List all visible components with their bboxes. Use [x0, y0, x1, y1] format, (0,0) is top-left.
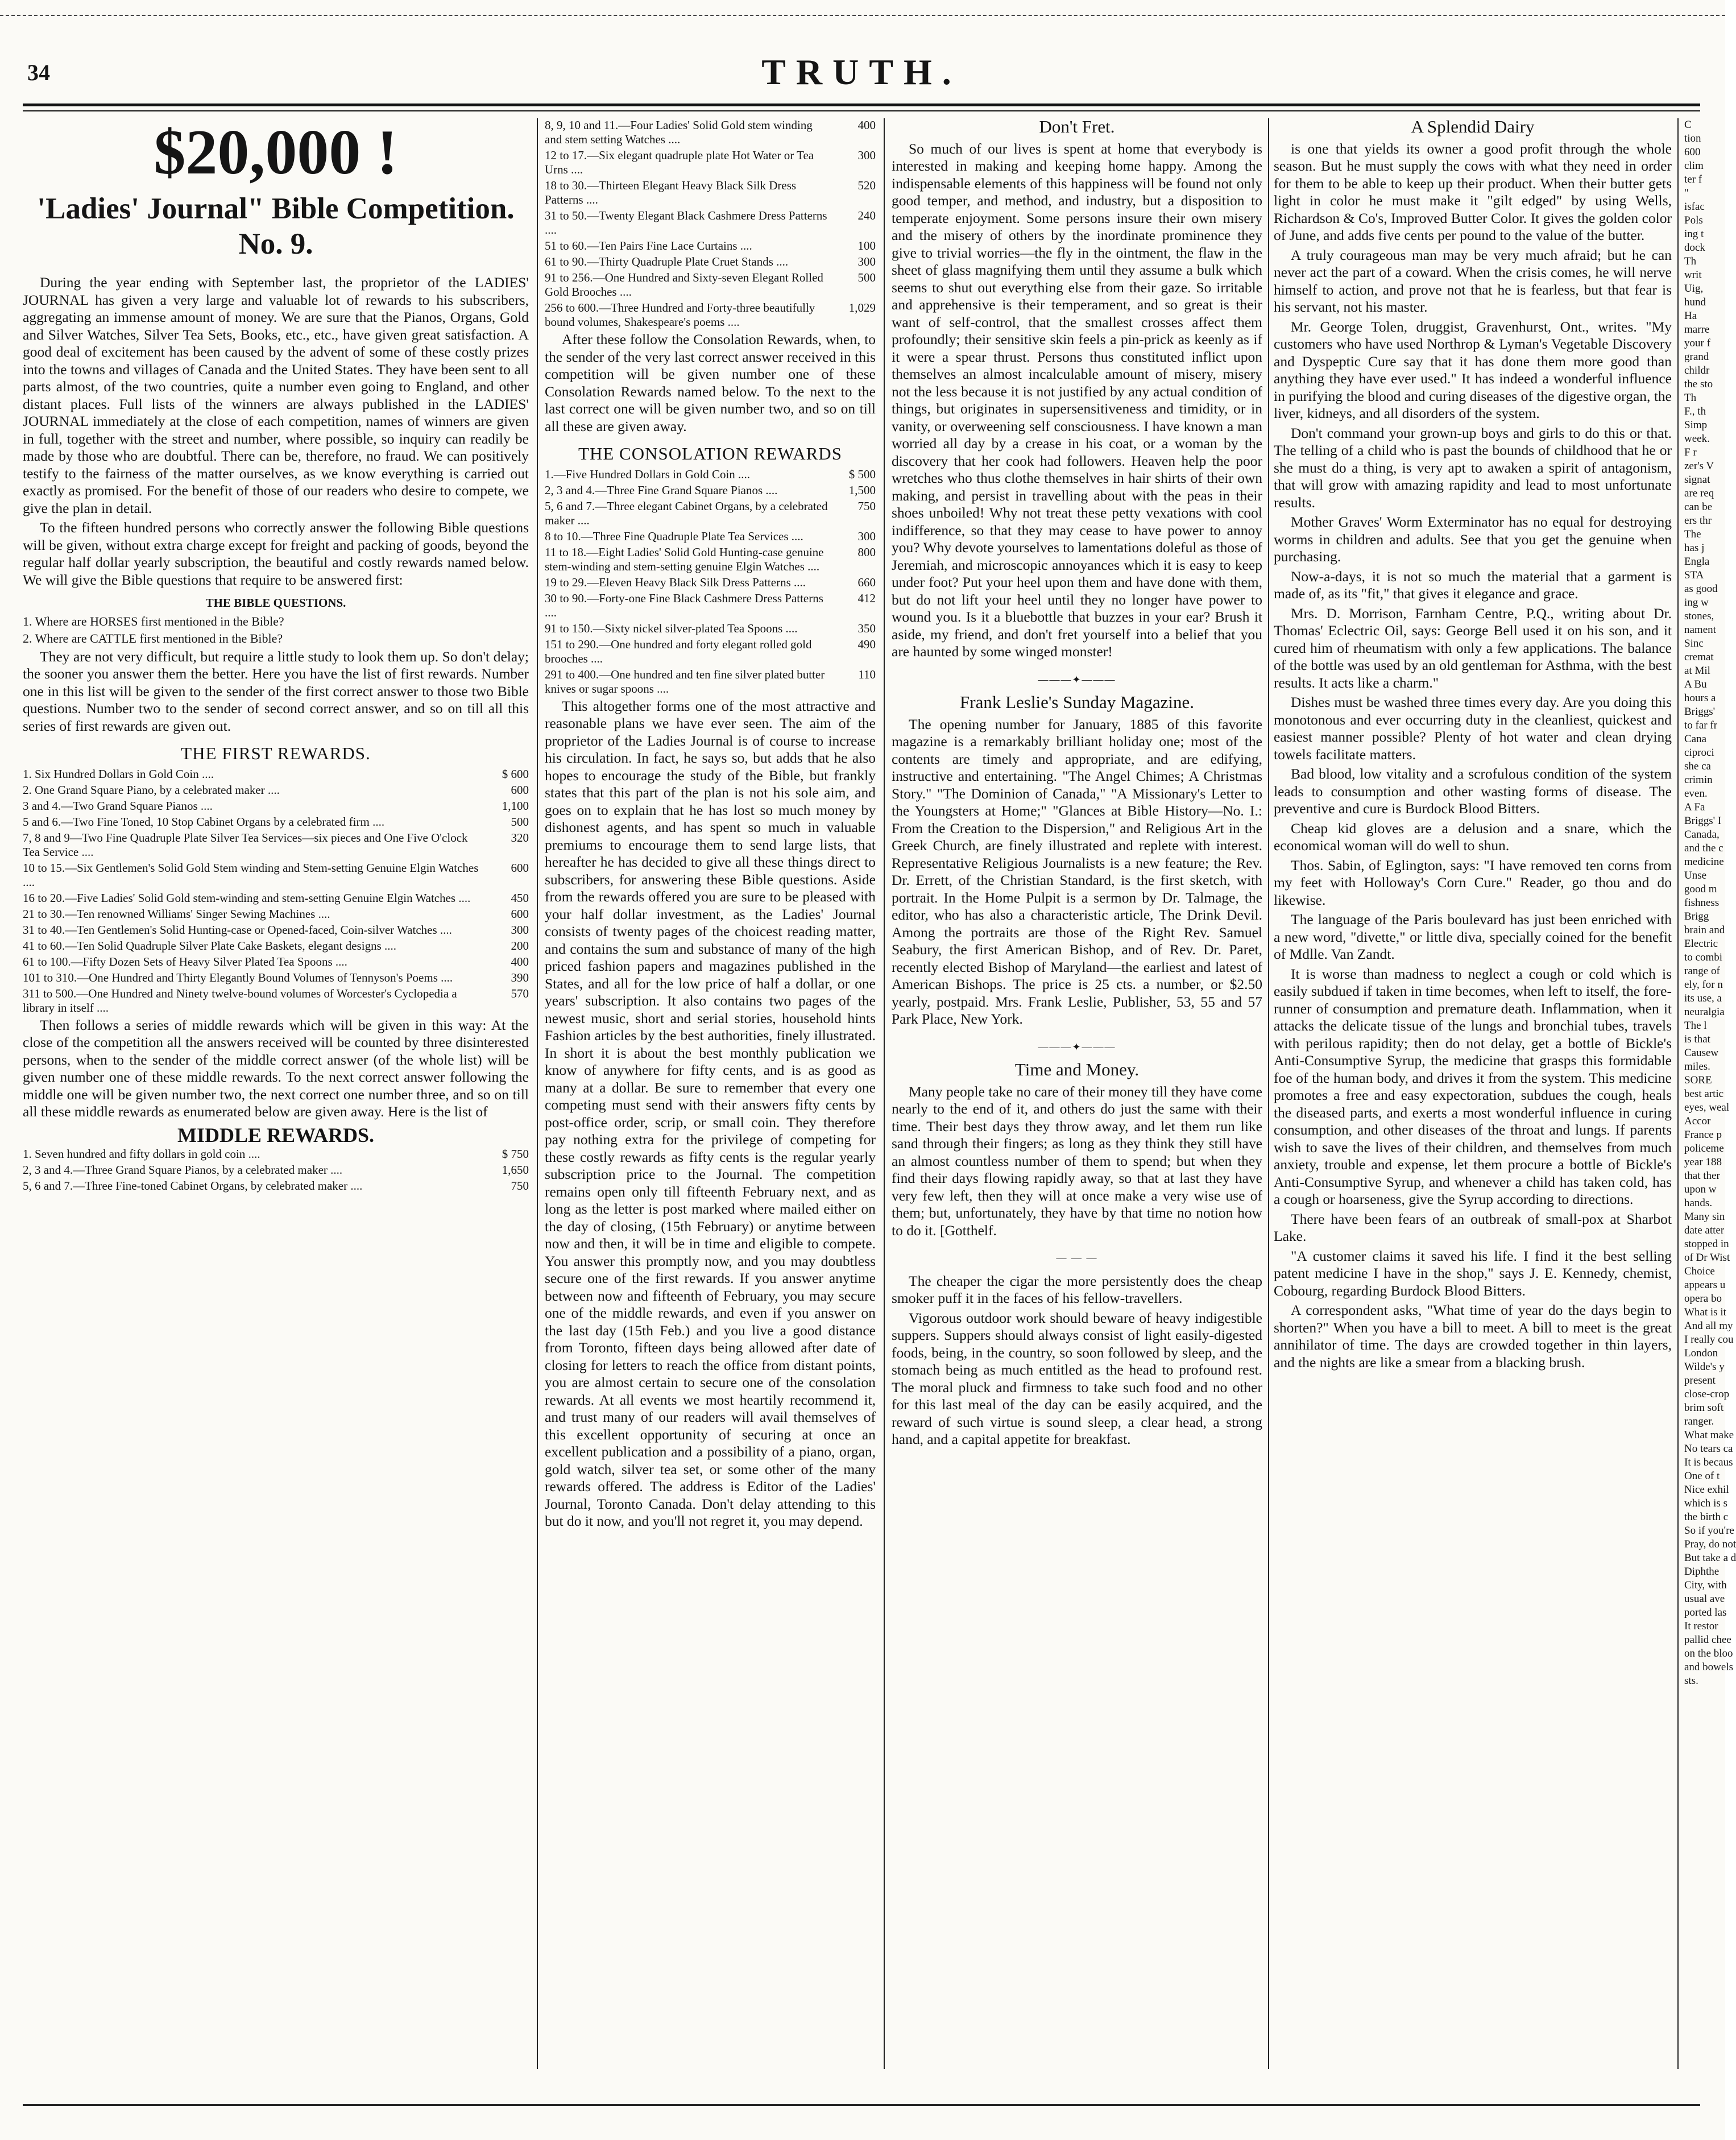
first-rewards-list: [23, 767, 529, 1015]
competition-title: 'Ladies' Journal" Bible Competition. No. 9.: [37, 192, 515, 260]
line-fragment: marre: [1684, 324, 1710, 336]
reward-value: 500: [857, 271, 876, 284]
reward-description: 8, 9, 10 and 11.—Four Ladies' Solid Gold stem winding and stem setting Watches ....: [545, 118, 813, 146]
reward-row: [545, 483, 876, 498]
line-fragment: its use, a: [1684, 992, 1722, 1004]
column-divider: [884, 118, 885, 2069]
line-fragment: hund: [1684, 296, 1706, 308]
line-fragment: tion: [1684, 133, 1701, 144]
line-fragment: opera bo: [1684, 1293, 1722, 1305]
line-fragment: are req: [1684, 487, 1714, 499]
line-fragment: even.: [1684, 788, 1708, 800]
line-fragment: clim: [1684, 160, 1704, 172]
notice-paragraph: "A customer claims it saved his life. I find it the best selling patent medicine I have in the shop," says J. E. Kennedy, chemist, Cobourg, regarding Burdock Blood Bitters.: [1274, 1247, 1672, 1299]
reward-row: [545, 499, 876, 528]
masthead-rule-thin: [23, 110, 1700, 111]
line-fragment: ing w: [1684, 597, 1709, 609]
line-fragment: Unse: [1684, 870, 1707, 881]
reward-value: 500: [511, 814, 529, 829]
reward-row: [23, 955, 529, 969]
line-fragment: usual ave: [1684, 1593, 1725, 1605]
reward-value: $ 600: [502, 767, 529, 781]
line-fragment: STA: [1684, 569, 1704, 581]
section-ornament: ———✦———: [1038, 673, 1116, 685]
reward-description: 311 to 500.—One Hundred and Ninety twelve-bound volumes of Worcester's Cyclopedia a library in itself ....: [23, 986, 457, 1015]
reward-description: 1. Seven hundred and fifty dollars in gold coin ....: [23, 1147, 260, 1161]
reward-description: 11 to 18.—Eight Ladies' Solid Gold Hunting-case genuine stem-winding and stem-setting genuine Elgin Watches ....: [545, 545, 824, 573]
reward-description: 41 to 60.—Ten Solid Quadruple Silver Plate Cake Baskets, elegant designs ....: [23, 938, 397, 953]
reward-value: 660: [857, 575, 876, 589]
reward-value: 300: [857, 148, 876, 162]
reward-value: 412: [857, 591, 876, 605]
notice-paragraph: Dishes must be washed three times every day. Are you doing this monotonous and ever occurring duty in the cleanliest, quickest and easiest manner possible? Plenty of hot water and clean drying towels facilitate matters.: [1274, 694, 1672, 763]
line-fragment: C: [1684, 119, 1692, 131]
column-divider: [537, 118, 538, 2069]
reward-row: [23, 815, 529, 829]
line-fragment: And all my: [1684, 1320, 1733, 1332]
after-questions-paragraph: They are not very difficult, but require a little study to look them up. So don't delay; the sooner you answer them the better. Here you have the list of first rewards. Number one in this list will be given to the sender of the first correct answer to those two Bible questions. Number two to the sender of second correct answer, and so on till all this series of first rewards are given out.: [23, 648, 529, 734]
reward-value: 1,500: [848, 483, 876, 497]
reward-value: 350: [857, 621, 876, 635]
notice-paragraph: Thos. Sabin, of Eglington, says: "I have removed ten corns from my feet with Holloway's Corn Cure." Reader, go thou and do likewise.: [1274, 856, 1672, 908]
middle-rewards-list: [23, 1147, 529, 1193]
notices-paragraphs: [1274, 140, 1672, 1372]
line-fragment: F., th: [1684, 405, 1706, 417]
line-fragment: she ca: [1684, 760, 1711, 772]
line-fragment: brim soft: [1684, 1402, 1724, 1414]
reward-description: 151 to 290.—One hundred and forty elegant rolled gold brooches ....: [545, 637, 812, 665]
bottom-rule: [23, 2104, 1700, 2106]
notice-paragraph: Mrs. D. Morrison, Farnham Centre, P.Q., writing about Dr. Thomas' Eclectric Oil, says: George Bell used it on his son, and it cured him of rheumatism with only a few applications. The balance of the bottle was used by an old gentleman for Asthma, with the best results. It acts like a charm.": [1274, 605, 1672, 691]
line-fragment: ers thr: [1684, 515, 1712, 527]
reward-row: [23, 861, 529, 889]
line-fragment: is that: [1684, 1033, 1710, 1045]
reward-row: [545, 271, 876, 299]
reward-row: [545, 148, 876, 177]
line-fragment: crimin: [1684, 774, 1713, 786]
reward-value: 300: [857, 255, 876, 268]
line-fragment: stones,: [1684, 610, 1714, 622]
reward-row: [545, 239, 876, 253]
line-fragment: Choice: [1684, 1265, 1715, 1277]
line-fragment: best artic: [1684, 1088, 1724, 1100]
reward-description: 291 to 400.—One hundred and ten fine silver plated butter knives or sugar spoons ....: [545, 667, 825, 696]
line-fragment: upon w: [1684, 1183, 1717, 1195]
line-fragment: cremat: [1684, 651, 1714, 663]
line-fragment: to far fr: [1684, 719, 1718, 731]
notice-paragraph: The language of the Paris boulevard has just been enriched with a new word, "divette," or little diva, specially coined for the benefit of Mdlle. Van Zandt.: [1274, 911, 1672, 962]
line-fragment: It is becaus: [1684, 1456, 1733, 1468]
line-fragment: week.: [1684, 433, 1710, 445]
reward-description: 12 to 17.—Six elegant quadruple plate Hot Water or Tea Urns ....: [545, 148, 814, 176]
line-fragment: ely, for n: [1684, 979, 1723, 991]
reward-description: 31 to 40.—Ten Gentlemen's Solid Hunting-case or Opened-faced, Coin-silver Watches ....: [23, 922, 452, 937]
line-fragment: Briggs': [1684, 706, 1716, 718]
column-notices: [1274, 118, 1672, 2069]
first-rewards-heading: THE FIRST REWARDS.: [181, 743, 371, 763]
page-number: 34: [27, 60, 50, 85]
reward-row: [23, 891, 529, 905]
short-items: [892, 1273, 1262, 1448]
reward-value: 1,100: [502, 798, 529, 813]
reward-value: 110: [858, 667, 876, 681]
notice-paragraph: Mother Graves' Worm Exterminator has no equal for destroying worms in children and adults. See that you get the genuine when purchasing.: [1274, 514, 1672, 565]
reward-row: [545, 467, 876, 482]
reward-value: 750: [857, 499, 876, 513]
notice-paragraph: Mr. George Tolen, druggist, Gravenhurst, Ont., writes. "My customers who have used Northrop & Lyman's Vegetable Discovery and Dyspeptic Cure say that it has done them more good than anything they have ever used." It has indeed a wonderful influence in purifying the blood and curing diseases of the digestive organ, the liver, kidneys, and all disorders of the system.: [1274, 318, 1672, 421]
reward-row: [545, 591, 876, 620]
reward-row: [545, 529, 876, 544]
reward-row: [545, 179, 876, 207]
line-fragment: writ: [1684, 269, 1702, 281]
section-ornament: ———✦———: [1038, 1041, 1116, 1053]
line-fragment: One of t: [1684, 1470, 1720, 1482]
line-fragment: Simp: [1684, 419, 1708, 431]
line-fragment: A Fa: [1684, 801, 1705, 813]
time-and-money-heading: Time and Money.: [1014, 1059, 1140, 1079]
reward-row: [23, 831, 529, 859]
splendid-dairy-heading: A Splendid Dairy: [1411, 117, 1535, 136]
line-fragment: zer's V: [1684, 460, 1714, 472]
reward-value: 240: [857, 209, 876, 222]
reward-description: 2, 3 and 4.—Three Fine Grand Square Pianos ....: [545, 483, 778, 497]
column-divider: [1268, 118, 1269, 2069]
line-fragment: Cana: [1684, 733, 1707, 745]
reward-value: 600: [511, 783, 529, 797]
masthead: [23, 34, 1700, 97]
line-fragment: Brigg: [1684, 910, 1709, 922]
short-item-paragraph: The cheaper the cigar the more persistently does the cheap smoker puff it in the faces of his fellow-travellers.: [892, 1272, 1262, 1306]
cutoff-line-fragments: [1684, 118, 1736, 1688]
middle-rewards-paragraph: Then follows a series of middle rewards which will be given in this way: At the close of the competition all the answers received will be counted by three disinterested persons, when to the sender of the middle correct answer (of the whole list) will be given number one of these middle rewards. To the next correct answer following the middle one will be given number two, the next correct one number three, and so on till all these middle rewards as enumerated below are given away. Here is the list of: [23, 1016, 529, 1120]
line-fragment: A Bu: [1684, 678, 1707, 690]
line-fragment: 600: [1684, 146, 1701, 158]
reward-value: 450: [511, 891, 529, 905]
reward-description: 31 to 50.—Twenty Elegant Black Cashmere Dress Patterns ....: [545, 209, 827, 237]
line-fragment: medicine: [1684, 856, 1724, 868]
line-fragment: What is it: [1684, 1306, 1726, 1318]
line-fragment: Th: [1684, 255, 1697, 267]
bible-questions-heading: THE BIBLE QUESTIONS.: [205, 596, 346, 610]
bible-question: 1. Where are HORSES first mentioned in the Bible?: [23, 614, 284, 628]
reward-row: [23, 971, 529, 985]
line-fragment: SORE: [1684, 1074, 1712, 1086]
leslie-magazine-heading: Frank Leslie's Sunday Magazine.: [960, 692, 1194, 712]
column-rewards: [545, 118, 876, 2069]
line-fragment: What make: [1684, 1429, 1734, 1441]
line-fragment: Accor: [1684, 1115, 1711, 1127]
line-fragment: Diphthe: [1684, 1566, 1720, 1578]
reward-description: 8 to 10.—Three Fine Quadruple Plate Tea Services ....: [545, 529, 803, 543]
reward-description: 30 to 90.—Forty-one Fine Black Cashmere Dress Patterns ....: [545, 591, 823, 619]
intro-paragraph: To the fifteen hundred persons who correctly answer the following Bible questions will be given, without extra charge except for freight and packing of goods, beyond the regular half dollar yearly subscription, the beautiful and costly rewards named below. We will give the Bible questions that require to be answered first:: [23, 519, 529, 588]
notice-paragraph: Don't command your grown-up boys and girls to do this or that. The telling of a child who is past the bounds of childhood that he or she must do a thing, is very apt to awaken a spirit of antagonism, that will grow with amazing rapidity and lead to most unfortunate results.: [1274, 424, 1672, 511]
reward-row: [23, 783, 529, 797]
reward-row: [545, 301, 876, 329]
reward-row: [23, 907, 529, 921]
notice-paragraph: Cheap kid gloves are a delusion and a snare, which the economical woman will do well to shun.: [1274, 819, 1672, 854]
line-fragment: Uig,: [1684, 283, 1704, 295]
line-fragment: Th: [1684, 392, 1697, 404]
middle-rewards-heading: MIDDLE REWARDS.: [177, 1123, 375, 1146]
line-fragment: signat: [1684, 474, 1710, 486]
line-fragment: and bowels: [1684, 1661, 1734, 1673]
reward-value: 600: [511, 907, 529, 921]
line-fragment: Electric: [1684, 938, 1718, 950]
reward-description: 2. One Grand Square Piano, by a celebrated maker ....: [23, 783, 280, 797]
dont-fret-article: So much of our lives is spent at home that everybody is interested in making and keeping home happy. Among the indispensable elements of this happiness will be found not only good temper, and method, and industry, but a disposition to temperate enjoyment. Some persons insure their own misery and the misery of others by the inordinate prominence they give to trivial worries—the fly in the ointment, the flaw in the sheet of glass magnifying them until they assume a bulk which seems to shut out everything else from their gaze. So irritable and apprehensive is their temperament, and so great is their want of self-control, that the smallest crosses affect them profoundly; their sensitive skin feels a pin-prick as keenly as if it were a spear thrust. Persons thus constituted inflict upon themselves an almost incalculable amount of misery, misery not the less because it is not justified by any actual condition of things, but originates in supersensitiveness and timidity, or in vanity, or overweening self consciousness. I have known a man worried all day by a crease in his coat, or a woman by the discovery that her cook had followers. Heaven help the poor wretches who thus clothe themselves in hair shirts of their own making, and persist in travelling about with the peas in their shoes unboiled! Why not treat these petty vexations with cool indifference, so that they may cease to have power to annoy you? Why devote yourselves to lamentations doleful as those of Jeremiah, and microscopic annoyances which it is easy to keep under foot? Put your heel upon them and have done with them, but do not lift your heel until they no longer have power to wound you. Is it a bluebottle that buzzes in your ear? Brush it aside, my friend, and don't fret yourself into a belief that you are haunted by some winged monster!: [892, 140, 1262, 660]
line-fragment: present: [1684, 1375, 1716, 1386]
reward-description: 16 to 20.—Five Ladies' Solid Gold stem-winding and stem-setting Genuine Elgin Watches ....: [23, 891, 471, 905]
line-fragment: Pols: [1684, 214, 1703, 226]
consolation-rewards-heading: THE CONSOLATION REWARDS: [578, 444, 842, 463]
reward-value: $ 750: [502, 1147, 529, 1161]
notice-paragraph: Now-a-days, it is not so much the material that a garment is made of, as its "fit," that gives it elegance and grace.: [1274, 568, 1672, 602]
line-fragment: sts.: [1684, 1675, 1698, 1687]
reward-value: 600: [511, 860, 529, 875]
reward-row: [23, 1163, 529, 1177]
line-fragment: ported las: [1684, 1607, 1727, 1619]
line-fragment: dock: [1684, 242, 1705, 254]
line-fragment: Pray, do not: [1684, 1538, 1736, 1550]
column-articles: [892, 118, 1262, 2069]
reward-row: [23, 767, 529, 781]
torn-top-edge: [0, 0, 1725, 16]
reward-value: 300: [511, 922, 529, 937]
line-fragment: ": [1684, 187, 1689, 199]
line-fragment: hands.: [1684, 1197, 1713, 1209]
reward-description: 19 to 29.—Eleven Heavy Black Silk Dress Patterns ....: [545, 575, 806, 589]
intro-paragraphs: [23, 274, 529, 589]
line-fragment: at Mil: [1684, 665, 1710, 677]
consolation-rewards-list: [545, 467, 876, 696]
reward-description: 10 to 15.—Six Gentlemen's Solid Gold Stem winding and Stem-setting Genuine Elgin Watches ....: [23, 860, 479, 889]
line-fragment: Engla: [1684, 556, 1710, 568]
line-fragment: and the c: [1684, 842, 1723, 854]
line-fragment: nament: [1684, 624, 1716, 636]
reward-row: [23, 987, 529, 1015]
line-fragment: which is s: [1684, 1497, 1727, 1509]
reward-description: 2, 3 and 4.—Three Grand Square Pianos, by a celebrated maker ....: [23, 1163, 343, 1177]
reward-description: 1. Six Hundred Dollars in Gold Coin ....: [23, 767, 214, 781]
line-fragment: of Dr Wist: [1684, 1252, 1730, 1264]
line-fragment: London: [1684, 1347, 1718, 1359]
line-fragment: the sto: [1684, 378, 1713, 390]
line-fragment: F r: [1684, 446, 1697, 458]
reward-description: 91 to 256.—One Hundred and Sixty-seven Elegant Rolled Gold Brooches ....: [545, 271, 823, 299]
reward-description: 101 to 310.—One Hundred and Thirty Elegantly Bound Volumes of Tennyson's Poems ....: [23, 970, 453, 984]
reward-value: 490: [857, 637, 876, 651]
dont-fret-heading: Don't Fret.: [1039, 117, 1115, 136]
line-fragment: policeme: [1684, 1143, 1724, 1154]
reward-description: 1.—Five Hundred Dollars in Gold Coin ....: [545, 467, 751, 481]
reward-value: 1,650: [502, 1163, 529, 1177]
reward-row: [545, 668, 876, 696]
line-fragment: your f: [1684, 337, 1710, 349]
reward-description: 61 to 100.—Fifty Dozen Sets of Heavy Silver Plated Tea Spoons ....: [23, 954, 347, 968]
line-fragment: hours a: [1684, 692, 1716, 704]
line-fragment: range of: [1684, 965, 1720, 977]
line-fragment: Canada,: [1684, 829, 1720, 841]
line-fragment: can be: [1684, 501, 1713, 513]
line-fragment: The l: [1684, 1020, 1707, 1032]
line-fragment: as good: [1684, 583, 1718, 595]
line-fragment: But take a d: [1684, 1552, 1736, 1564]
line-fragment: ciproci: [1684, 747, 1714, 759]
reward-description: 18 to 30.—Thirteen Elegant Heavy Black Silk Dress Patterns ....: [545, 179, 797, 206]
reward-description: 61 to 90.—Thirty Quadruple Plate Cruet Stands ....: [545, 255, 789, 268]
reward-row: [545, 209, 876, 237]
reward-row: [23, 923, 529, 937]
reward-row: [545, 545, 876, 574]
short-item-paragraph: Vigorous outdoor work should beware of heavy indigestible suppers. Suppers should always consist of light easily-digested foods, being, in the country, so soon followed by sleep, and the stomach being as much entitled as the head to profound rest. The moral pluck and firmness to take such food and no other for this last meal of the day can be easily acquired, and the reward of such virtue is sound sleep, a clear head, a strong hand, and a capital appetite for breakfast.: [892, 1309, 1262, 1447]
reward-value: 1,029: [848, 301, 876, 314]
line-fragment: on the bloo: [1684, 1648, 1733, 1659]
column-competition: [23, 118, 529, 2069]
notice-paragraph: There have been fears of an outbreak of small-pox at Sharbot Lake.: [1274, 1210, 1672, 1244]
notice-paragraph: Bad blood, low vitality and a scrofulous condition of the system leads to consumption and other wasting forms of disease. The preventive and cure is Burdock Blood Bitters.: [1274, 765, 1672, 817]
reward-value: 570: [511, 986, 529, 1000]
line-fragment: childr: [1684, 365, 1710, 376]
bible-questions-list: [23, 614, 529, 646]
line-fragment: Nice exhil: [1684, 1484, 1729, 1496]
reward-description: 21 to 30.—Ten renowned Williams' Singer Sewing Machines ....: [23, 907, 330, 921]
line-fragment: pallid chee: [1684, 1634, 1731, 1646]
line-fragment: the birth c: [1684, 1511, 1729, 1523]
reward-row: [23, 799, 529, 813]
line-fragment: ter f: [1684, 173, 1702, 185]
line-fragment: ranger.: [1684, 1415, 1714, 1427]
middle-rewards-continued-list: [545, 118, 876, 329]
notice-paragraph: is one that yields its owner a good profit through the whole season. But he must supply the cows with what they need in order for them to be able to keep up their product. When their butter gets light in color he must make it "gilt edged" by using Wells, Richardson & Co's, Improved Butter Color. It gives the golden color of June, and adds five cents per pound to the value of the butter.: [1274, 140, 1672, 243]
consolation-intro-paragraph: After these follow the Consolation Rewards, when, to the sender of the very last correct answer received in this competition will be given number one of these Consolation Rewards named below. To the next to the last correct one will be given number two, and so on till all these are given away.: [545, 331, 876, 434]
line-fragment: appears u: [1684, 1279, 1726, 1291]
reward-value: 520: [857, 179, 876, 192]
line-fragment: that ther: [1684, 1170, 1720, 1182]
line-fragment: eyes, weal: [1684, 1102, 1730, 1114]
reward-value: 400: [857, 118, 876, 132]
line-fragment: It restor: [1684, 1620, 1718, 1632]
reward-value: 390: [511, 970, 529, 984]
line-fragment: grand: [1684, 351, 1709, 363]
line-fragment: Many sin: [1684, 1211, 1725, 1223]
reward-row: [23, 939, 529, 953]
line-fragment: I really cou: [1684, 1334, 1734, 1346]
reward-row: [23, 1179, 529, 1193]
newspaper-title: TRUTH.: [761, 52, 962, 92]
line-fragment: miles.: [1684, 1061, 1710, 1073]
competition-explanation-paragraph: This altogether forms one of the most attractive and reasonable plans we have ever seen. The aim of the proprietor of the Ladies Journal is of course to increase his circulation. In fact, he says so, but adds that he also hopes to encourage the study of the Bible, but frankly states that this part of the plan is not his sole aim, and goes on to explain that he has lost so much money by dishonest agents, and has spent so much in valuable premiums to encourage them to send large lists, that hereafter he has decided to give all these things direct to subscribers, for answering these Bible questions. Aside from the rewards offered you are sure to be pleased with your half dollar investment, as the Ladies' Journal consists of twenty pages of the choicest reading matter, and contains the sum and substance of many of the high priced fashion papers and magazines published in the States, and all for the low price of half a dollar, or one years' subscription. It also contains two pages of the newest music, short and serial stories, household hints Fashion articles by the best authorities, finely illustrated. In short it is about the best monthly publication we know of anywhere for fifty cents, and is as good as many at a dollar. Be sure to remember that every one competing must send with their answers fifty cents by post-office order, scrip, or small coin. They therefore pay nothing extra for the privilege of competing for these costly rewards as fifty cents is the regular yearly subscription price to the Journal. The competition remains open only till fifteenth February next, and as long as the letter is post marked where mailed either on the day of closing, (15th February) or anytime between now and then, it will be in time and eligible to compete. You answer this promptly now, and you may doubtless secure one of the first rewards. If you answer anytime between now and fifteenth of February, you may secure one of the middle rewards, and even if you answer on the last day (15th Feb.) and you live a good distance from Toronto, fifteen days being allowed after date of closing for letters to reach the office from distant points, you are almost certain to secure one of the consolation rewards. At all events we most heartily recommend it, and trust many of our readers will avail themselves of this excellent opportunity of securing at once an excellent publication and a possibility of a piano, organ, gold watch, silver tea set, or some other of the many rewards offered. The address is Editor of the Ladies' Journal, Toronto Canada. Don't delay attending to this but do it now, and you'll not regret it, you may depend.: [545, 697, 876, 1529]
reward-row: [545, 622, 876, 636]
line-fragment: isfac: [1684, 201, 1705, 213]
column-cutoff-fragments: [1684, 118, 1736, 2069]
line-fragment: good m: [1684, 883, 1717, 895]
line-fragment: stopped in: [1684, 1238, 1729, 1250]
line-fragment: year 188: [1684, 1156, 1722, 1168]
line-fragment: has j: [1684, 542, 1705, 554]
reward-description: 5, 6 and 7.—Three elegant Cabinet Organs, by a celebrated maker ....: [545, 499, 828, 527]
reward-row: [23, 1147, 529, 1161]
notice-paragraph: A correspondent asks, "What time of year do the days begin to shorten?" When you have a bill to meet. A bill to meet is the great annihilator of time. The days are crowded together in thin layers, and the nights are like a smear from a blacking brush.: [1274, 1302, 1672, 1371]
line-fragment: Wilde's y: [1684, 1361, 1725, 1373]
line-fragment: Sinc: [1684, 638, 1704, 649]
reward-description: 256 to 600.—Three Hundred and Forty-three beautifully bound volumes, Shakespeare's poems ....: [545, 301, 815, 329]
masthead-rule: [23, 104, 1700, 106]
reward-row: [545, 638, 876, 666]
reward-description: 91 to 150.—Sixty nickel silver-plated Tea Spoons ....: [545, 621, 798, 635]
line-fragment: Causew: [1684, 1047, 1719, 1059]
line-fragment: fishness: [1684, 897, 1720, 909]
line-fragment: France p: [1684, 1129, 1722, 1141]
reward-row: [545, 118, 876, 147]
notice-paragraph: It is worse than madness to neglect a cough or cold which is easily subdued if taken in time becomes, when left to itself, the fore-runner of consumption and premature death. Inflammation, when it attacks the delicate tissue of the lungs and bronchial tubes, travels with perilous rapidity; then do not delay, get a bottle of Bickle's Anti-Consumptive Syrup, the medicine that grasps this formidable foe of the human body, and drives it from the system. This medicine promotes a free and easy expectoration, subdues the cough, heals the diseased parts, and exerts a most wonderful influence in curing consumption, and other diseases of the throat and lungs. If parents wish to save the lives of their children, and themselves from much anxiety, trouble and expense, let them procure a bottle of Bickle's Anti-Consumptive Syrup, and whenever a child has taken cold, has a cough or hoarseness, give the Syrup according to directions.: [1274, 965, 1672, 1207]
reward-description: 3 and 4.—Two Grand Square Pianos ....: [23, 798, 213, 813]
line-fragment: close-crop: [1684, 1388, 1730, 1400]
reward-value: 100: [857, 239, 876, 253]
reward-description: 5 and 6.—Two Fine Toned, 10 Stop Cabinet Organs by a celebrated firm ....: [23, 814, 385, 829]
prize-amount-headline: $20,000 !: [154, 117, 398, 188]
reward-value: 750: [511, 1179, 529, 1193]
reward-value: 400: [511, 954, 529, 968]
column-divider: [1677, 118, 1679, 2069]
section-ornament: — — —: [1056, 1252, 1098, 1264]
reward-value: 800: [857, 545, 876, 559]
line-fragment: ing t: [1684, 228, 1704, 240]
line-fragment: Ha: [1684, 310, 1697, 322]
line-fragment: No tears ca: [1684, 1443, 1733, 1455]
line-fragment: Briggs' I: [1684, 815, 1722, 827]
reward-description: 5, 6 and 7.—Three Fine-toned Cabinet Organs, by celebrated maker ....: [23, 1179, 363, 1193]
reward-row: [545, 576, 876, 590]
leslie-magazine-article: The opening number for January, 1885 of this favorite magazine is a remarkably brilliant holiday one; most of the contents are timely and appropriate, and are edifying, instructive and entertaining. "The Angel Chimes; A Christmas Story." "The Dominion of Canada," "A Missionary's Letter to the Youngsters at Home;" "Glances at Bible History—No. I.: From the Creation to the Dispersion," and Religious Art in the Greek Church, are finely illustrated and replete with interest. Representative Religious Journalists is a new feature; the Rev. Dr. Errett, of the Christian Standard, is the first sketch, with portrait. In the Home Pulpit is a sermon by Dr. Talmage, the editor, who has also a characteristic article, The Drink Devil. Among the portraits are those of the Right Rev. Samuel Seabury, the first American Bishop, and of Rev. Dr. Paret, recently elected Bishop of Maryland—the earliest and latest of American Bishops. The price is 25 cts. a number, or $2.50 yearly, postpaid. Mrs. Frank Leslie, Publisher, 53, 55 and 57 Park Place, New York.: [892, 715, 1262, 1027]
line-fragment: to combi: [1684, 951, 1723, 963]
line-fragment: So if you're: [1684, 1525, 1734, 1537]
bible-question: 2. Where are CATTLE first mentioned in the Bible?: [23, 631, 283, 645]
reward-description: 51 to 60.—Ten Pairs Fine Lace Curtains ....: [545, 239, 752, 253]
reward-value: $ 500: [848, 467, 876, 481]
reward-value: 300: [857, 529, 876, 543]
reward-row: [545, 255, 876, 269]
intro-paragraph: During the year ending with September last, the proprietor of the LADIES' JOURNAL has given a very large and valuable lot of rewards to his subscribers, aggregating an immense amount of money. We are sure that the Pianos, Organs, Gold and Silver Watches, Silver Tea Sets, Books, etc., etc., have given great satisfaction. A good deal of excitement has been caused by the advent of some of these costly prizes into the towns and villages of Canada and the United States. They have been sent to all parts almost, of the two countries, quite a number even going to England, and other distant places. Full lists of the winners are always published in the LADIES' JOURNAL immediately at the close of each competition, names of winners are given in full, together with the street and number, where possible, so inquiry can readily be made by those who are doubtful. There can be, therefore, no fraud. We can positively testify to the fairness of the matter ourselves, as we know everything is carried out exactly as promised. For the benefit of those of our readers who desire to compete, we give the plan in detail.: [23, 274, 529, 516]
reward-value: 320: [511, 830, 529, 845]
reward-description: 7, 8 and 9—Two Fine Quadruple Plate Silver Tea Services—six pieces and One Five O'clock Tea Service ....: [23, 830, 468, 859]
line-fragment: date atter: [1684, 1224, 1725, 1236]
reward-value: 200: [511, 938, 529, 953]
line-fragment: City, with: [1684, 1579, 1727, 1591]
line-fragment: The: [1684, 528, 1701, 540]
line-fragment: neuralgia: [1684, 1006, 1725, 1018]
time-and-money-article: Many people take no care of their money till they have come nearly to the end of it, and others do just the same with their time. Their best days they throw away, and let them run like sand through their fingers; as long as they think they still have an almost countless number of them to spend; but when they find their days flowing rapidly away, so that at last they have very few left, then they will at once make a very wise use of them; but, unfortunately, they have by that time no notion how to do it. [Gotthelf.: [892, 1083, 1262, 1239]
notice-paragraph: A truly courageous man may be very much afraid; but he can never act the part of a coward. When the crisis comes, he will nerve himself to action, and prove not that he is fearless, but that fear is his servant, not his master.: [1274, 246, 1672, 315]
line-fragment: brain and: [1684, 924, 1725, 936]
